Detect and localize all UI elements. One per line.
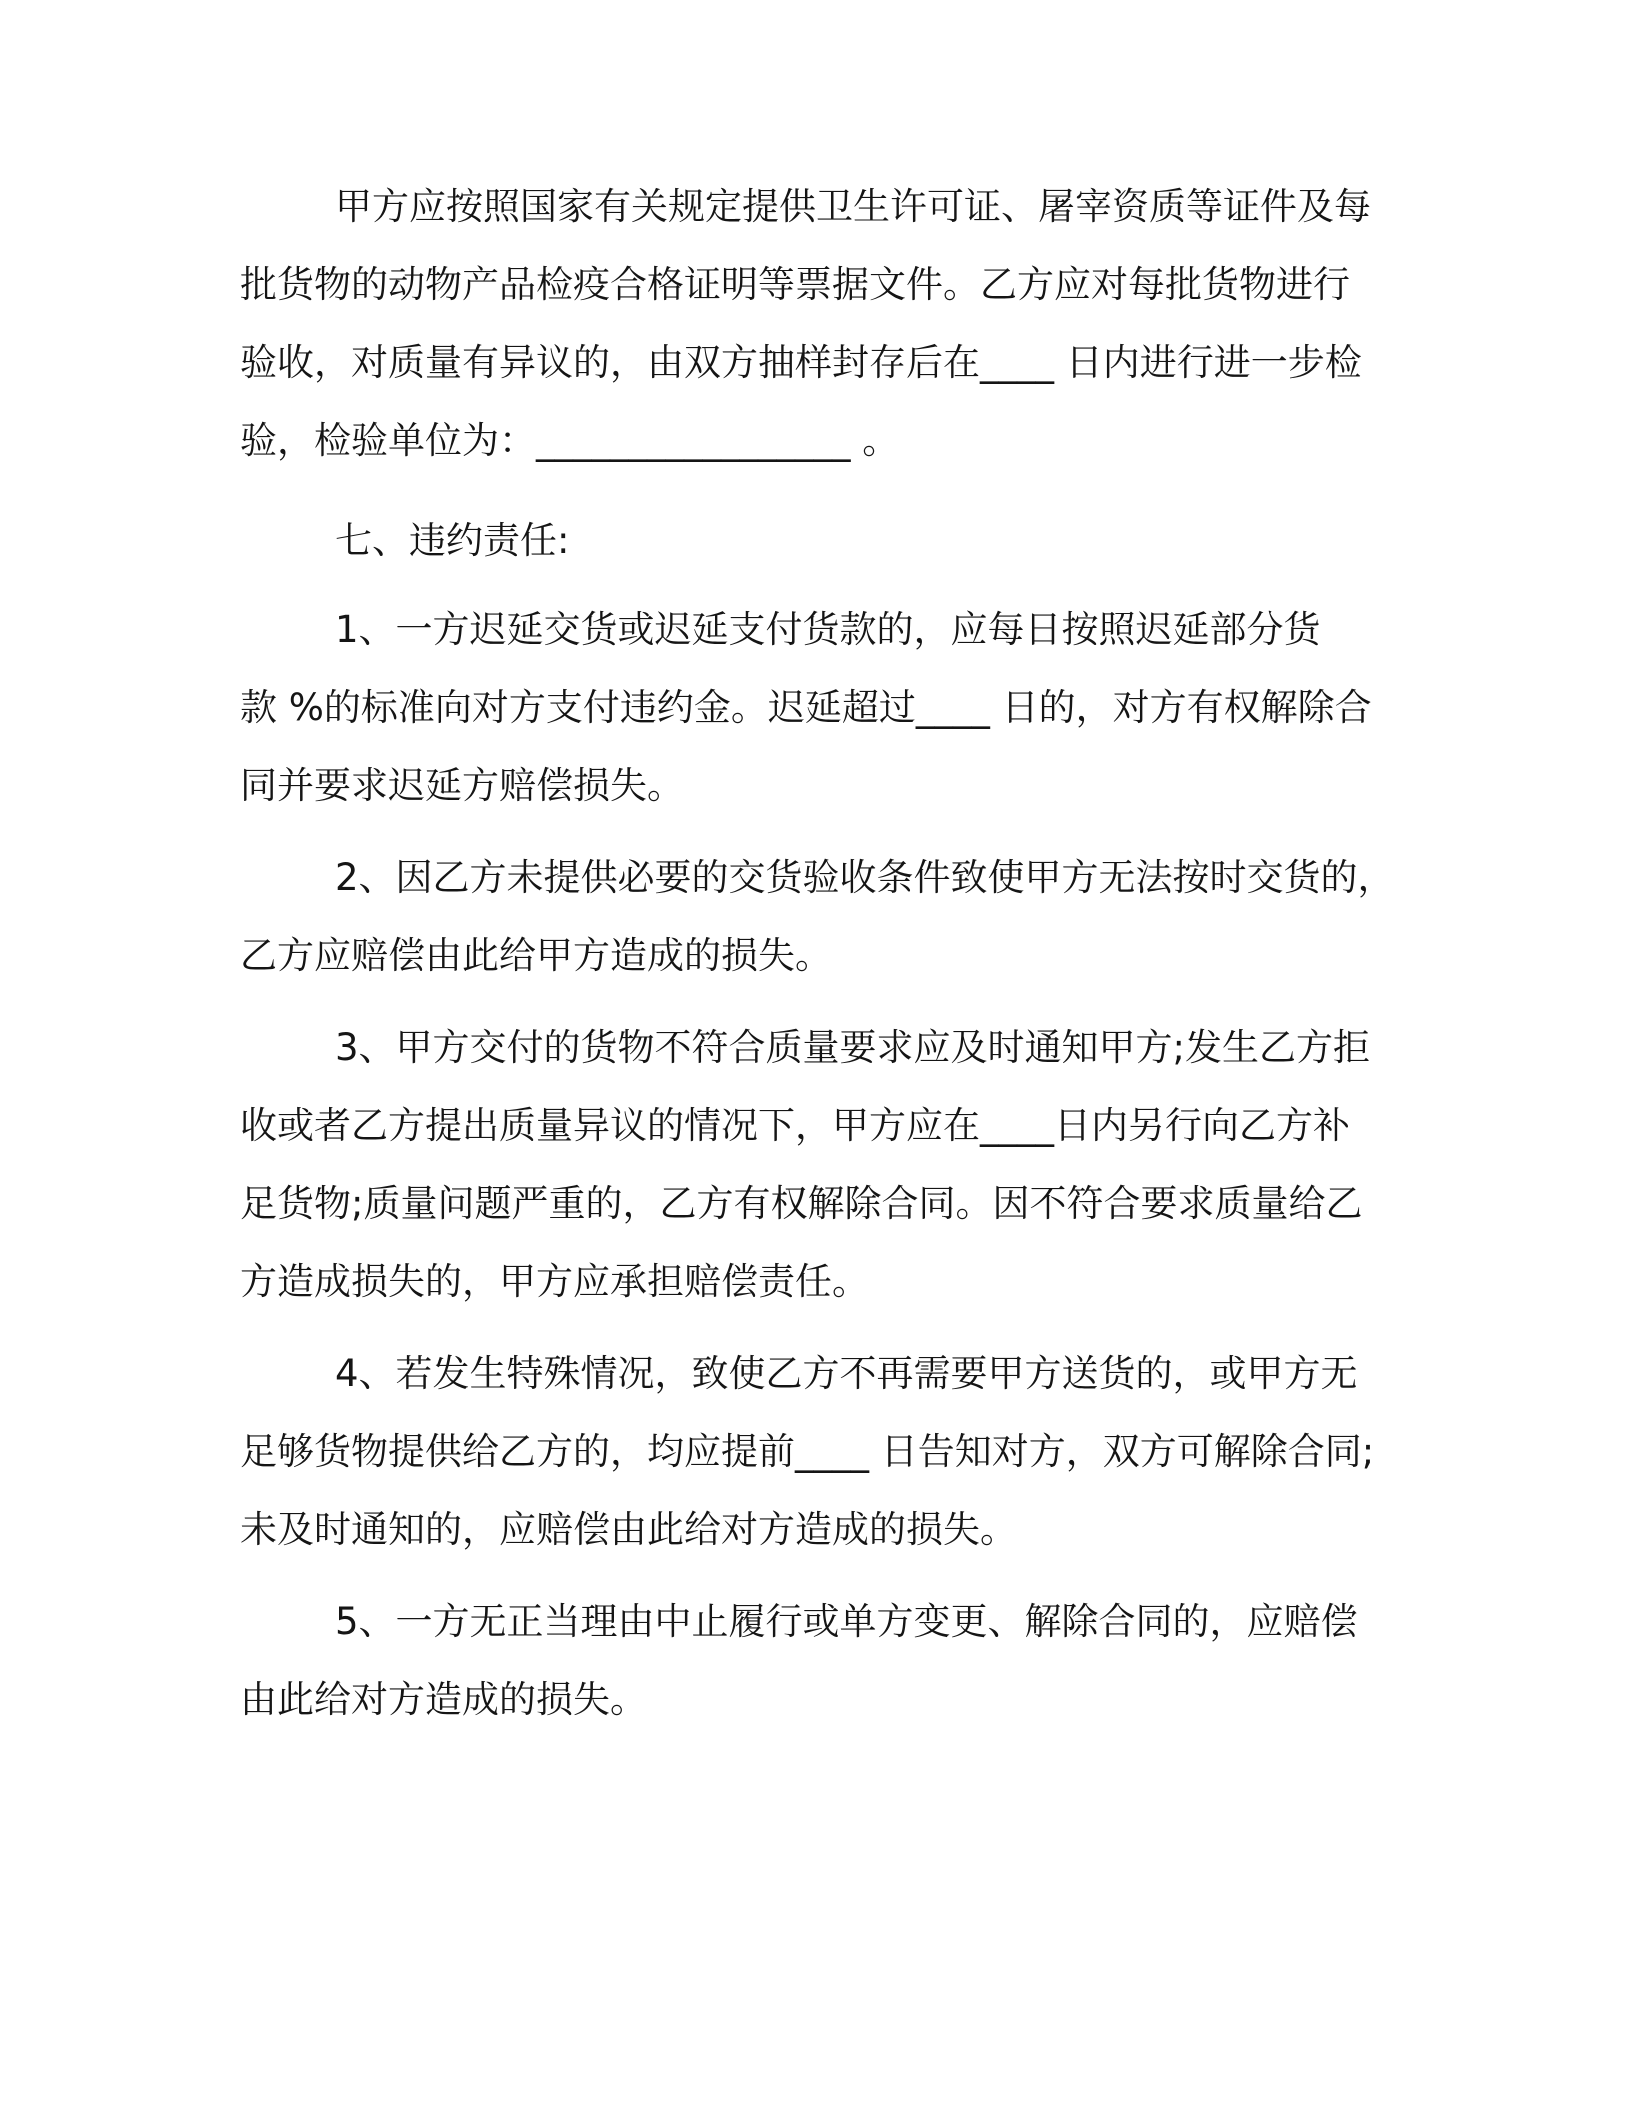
text-line: 验收，对质量有异议的，由双方抽样封存后在____ 日内进行进一步检	[240, 341, 1362, 384]
clause-5	[240, 1600, 1390, 1722]
text-line: 足货物;质量问题严重的，乙方有权解除合同。因不符合要求质量给乙	[240, 1182, 1363, 1225]
text-line: 由此给对方造成的损失。	[240, 1678, 647, 1721]
clause-1	[240, 608, 1390, 808]
text-line: 1、一方迟延交货或迟延支付货款的，应每日按照迟延部分货	[335, 608, 1321, 651]
paragraph-inspection-clause	[240, 185, 1390, 463]
section-7-heading: 七、违约责任:	[335, 519, 570, 562]
text-line: 收或者乙方提出质量异议的情况下，甲方应在____日内另行向乙方补	[240, 1104, 1350, 1147]
text-line: 乙方应赔偿由此给甲方造成的损失。	[240, 934, 832, 977]
text-line: 同并要求迟延方赔偿损失。	[240, 764, 684, 807]
text-line: 3、甲方交付的货物不符合质量要求应及时通知甲方;发生乙方拒	[335, 1026, 1371, 1069]
text-line: 2、因乙方未提供必要的交货验收条件致使甲方无法按时交货的，	[335, 856, 1395, 899]
text-line: 足够货物提供给乙方的，均应提前____ 日告知对方，双方可解除合同;	[240, 1430, 1375, 1473]
clause-3	[240, 1026, 1390, 1304]
text-line: 验，检验单位为：_________________ 。	[240, 419, 900, 462]
text-line: 5、一方无正当理由中止履行或单方变更、解除合同的，应赔偿	[335, 1600, 1358, 1643]
text-line: 批货物的动物产品检疫合格证明等票据文件。乙方应对每批货物进行	[240, 263, 1350, 306]
document-page	[240, 185, 1395, 1722]
section-heading	[240, 519, 1390, 563]
clause-2	[240, 856, 1395, 978]
text-line: 甲方应按照国家有关规定提供卫生许可证、屠宰资质等证件及每	[335, 185, 1371, 228]
text-line: 方造成损失的，甲方应承担赔偿责任。	[240, 1260, 869, 1303]
text-line: 4、若发生特殊情况，致使乙方不再需要甲方送货的，或甲方无	[335, 1352, 1358, 1395]
clause-4	[240, 1352, 1390, 1552]
text-line: 未及时通知的，应赔偿由此给对方造成的损失。	[240, 1508, 1017, 1551]
text-line: 款 %的标准向对方支付违约金。迟延超过____ 日的，对方有权解除合	[240, 686, 1372, 729]
